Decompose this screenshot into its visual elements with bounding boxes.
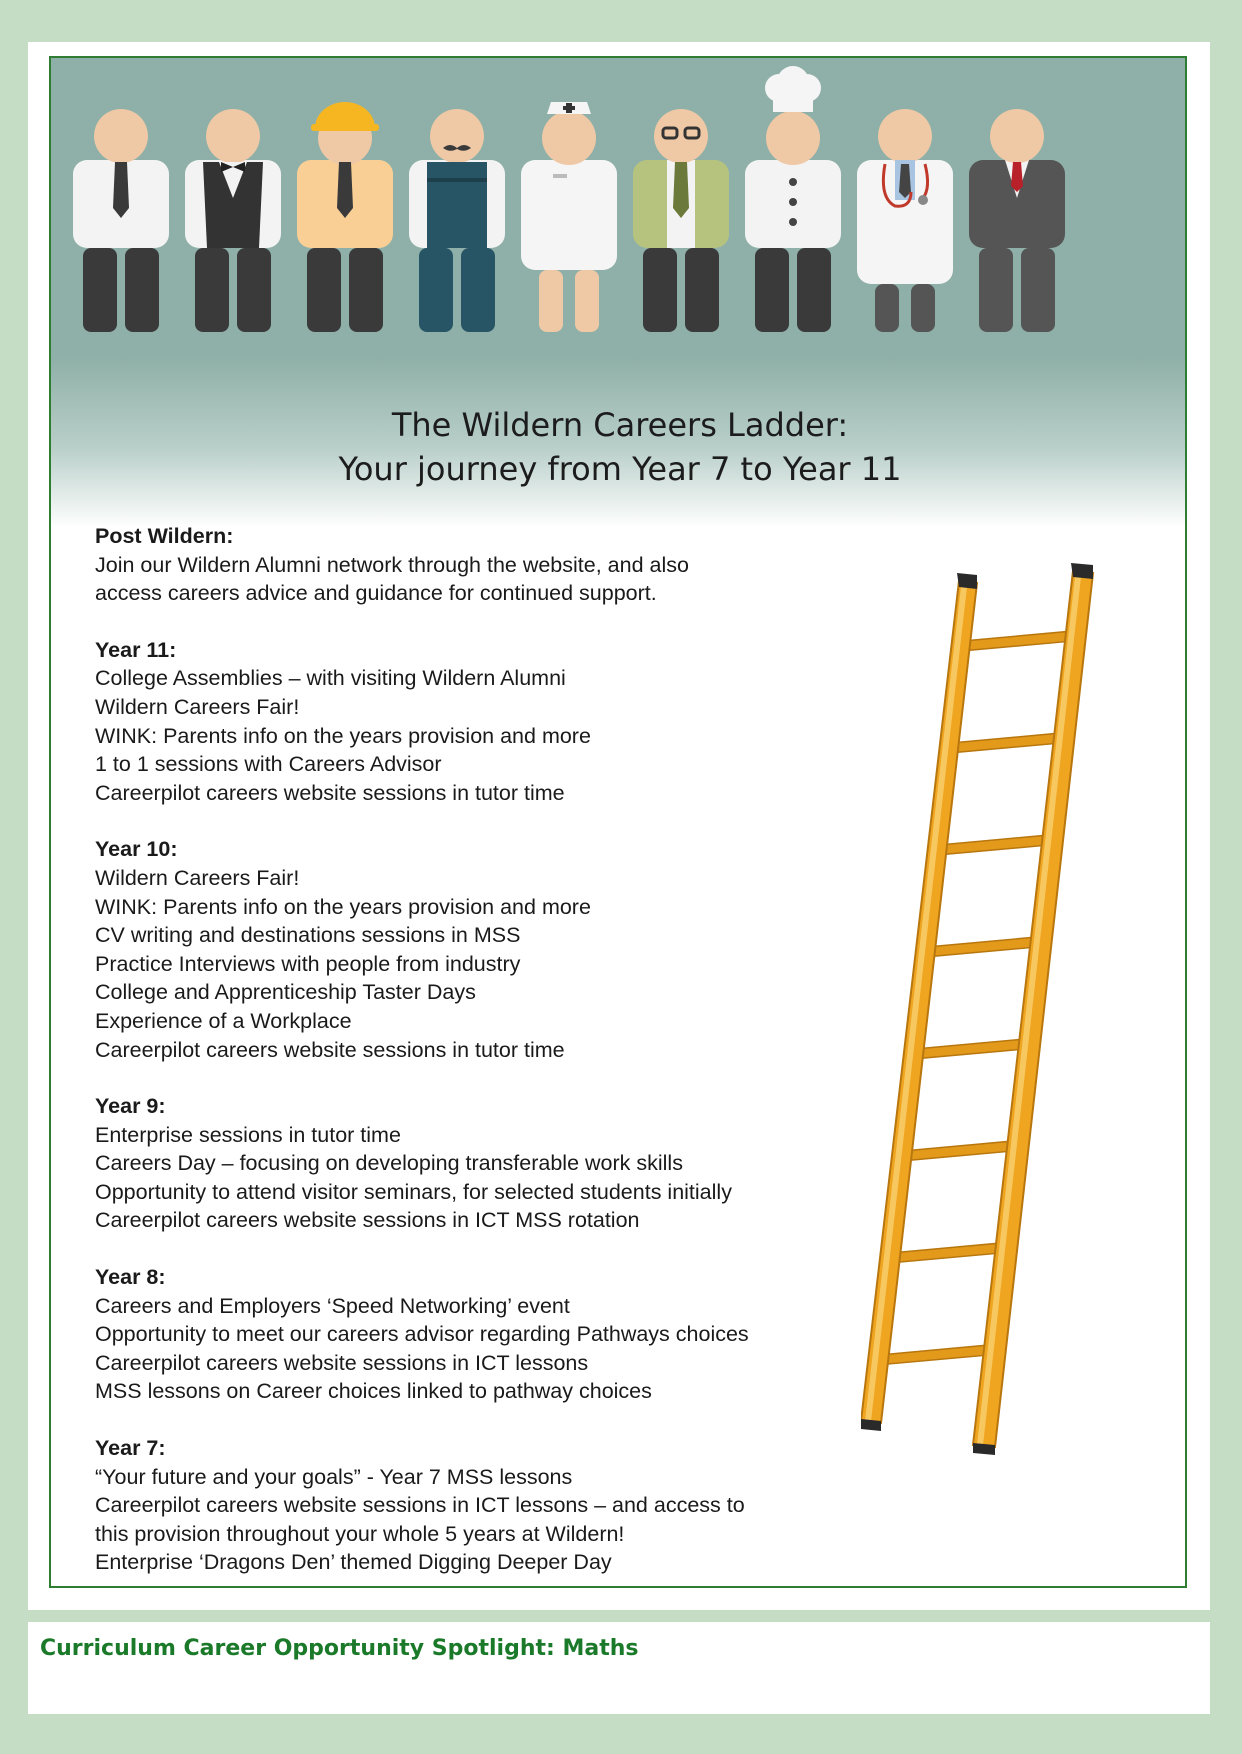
section-post-wildern	[95, 522, 855, 608]
teacher-icon	[633, 109, 729, 332]
list-item: Practice Interviews with people from industry	[95, 951, 521, 976]
list-item: College and Apprenticeship Taster Days	[95, 980, 476, 1005]
list-item: 1 to 1 sessions with Careers Advisor	[95, 752, 442, 777]
ladder-icon	[861, 563, 1181, 1563]
list-item: Join our Wildern Alumni network through the website, and also	[95, 552, 689, 577]
title-line-1: The Wildern Careers Ladder:	[391, 406, 849, 444]
page-title	[51, 403, 1187, 491]
ladder-content	[95, 522, 855, 1588]
builder-icon	[297, 102, 393, 332]
section-heading: Year 11:	[95, 637, 177, 662]
mechanic-icon	[409, 109, 505, 332]
spotlight-heading: Curriculum Career Opportunity Spotlight: Maths	[40, 1636, 639, 1661]
list-item: College Assemblies – with visiting Wildern Alumni	[95, 666, 566, 691]
section-year-11	[95, 636, 855, 808]
list-item: MSS lessons on Career choices linked to pathway choices	[95, 1379, 652, 1404]
list-item: Careerpilot careers website sessions in tutor time	[95, 780, 565, 805]
list-item: Opportunity to attend visitor seminars, for selected students initially	[95, 1179, 732, 1204]
list-item: CV writing and destinations sessions in MSS	[95, 923, 521, 948]
list-item: Careerpilot careers website sessions in tutor time	[95, 1037, 565, 1062]
list-item: Opportunity to meet our careers advisor regarding Pathways choices	[95, 1322, 749, 1347]
businessman-icon	[969, 109, 1065, 332]
list-item: this provision throughout your whole 5 years at Wildern!	[95, 1521, 625, 1546]
section-heading: Year 7:	[95, 1436, 166, 1461]
list-item: WINK: Parents info on the years provision and more	[95, 723, 591, 748]
list-item: access careers advice and guidance for continued support.	[95, 581, 657, 606]
section-heading: Year 8:	[95, 1265, 166, 1290]
office-worker-icon	[73, 109, 169, 332]
section-year-7	[95, 1434, 855, 1577]
doctor-icon	[857, 109, 953, 332]
list-item: Careerpilot careers website sessions in ICT MSS rotation	[95, 1208, 640, 1233]
list-item: Wildern Careers Fair!	[95, 865, 300, 890]
section-heading: Year 9:	[95, 1094, 166, 1119]
poster-sheet	[28, 42, 1210, 1610]
list-item: Enterprise sessions in tutor time	[95, 1122, 401, 1147]
list-item: Careerpilot careers website sessions in ICT lessons	[95, 1350, 589, 1375]
section-heading: Post Wildern:	[95, 524, 234, 548]
careers-ladder-frame	[49, 56, 1187, 1588]
title-line-2: Your journey from Year 7 to Year 11	[338, 450, 902, 488]
chef-icon	[745, 66, 841, 332]
section-year-8	[95, 1263, 855, 1406]
list-item: WINK: Parents info on the years provision and more	[95, 894, 591, 919]
professions-illustration	[51, 58, 1187, 388]
list-item: “Your future and your goals” - Year 7 MSS lessons	[95, 1464, 573, 1489]
list-item: Experience of a Workplace	[95, 1008, 352, 1033]
nurse-icon	[521, 102, 617, 332]
section-year-9	[95, 1092, 855, 1235]
list-item: Careerpilot careers website sessions in ICT lessons – and access to	[95, 1493, 745, 1518]
waiter-icon	[185, 109, 281, 332]
list-item: Careers and Employers ‘Speed Networking’ event	[95, 1293, 570, 1318]
section-year-10	[95, 835, 855, 1064]
list-item: Enterprise ‘Dragons Den’ themed Digging Deeper Day	[95, 1550, 612, 1575]
list-item: Wildern Careers Fair!	[95, 694, 300, 719]
section-heading: Year 10:	[95, 837, 178, 862]
list-item: Careers Day – focusing on developing transferable work skills	[95, 1151, 683, 1176]
spotlight-banner	[28, 1622, 1210, 1714]
